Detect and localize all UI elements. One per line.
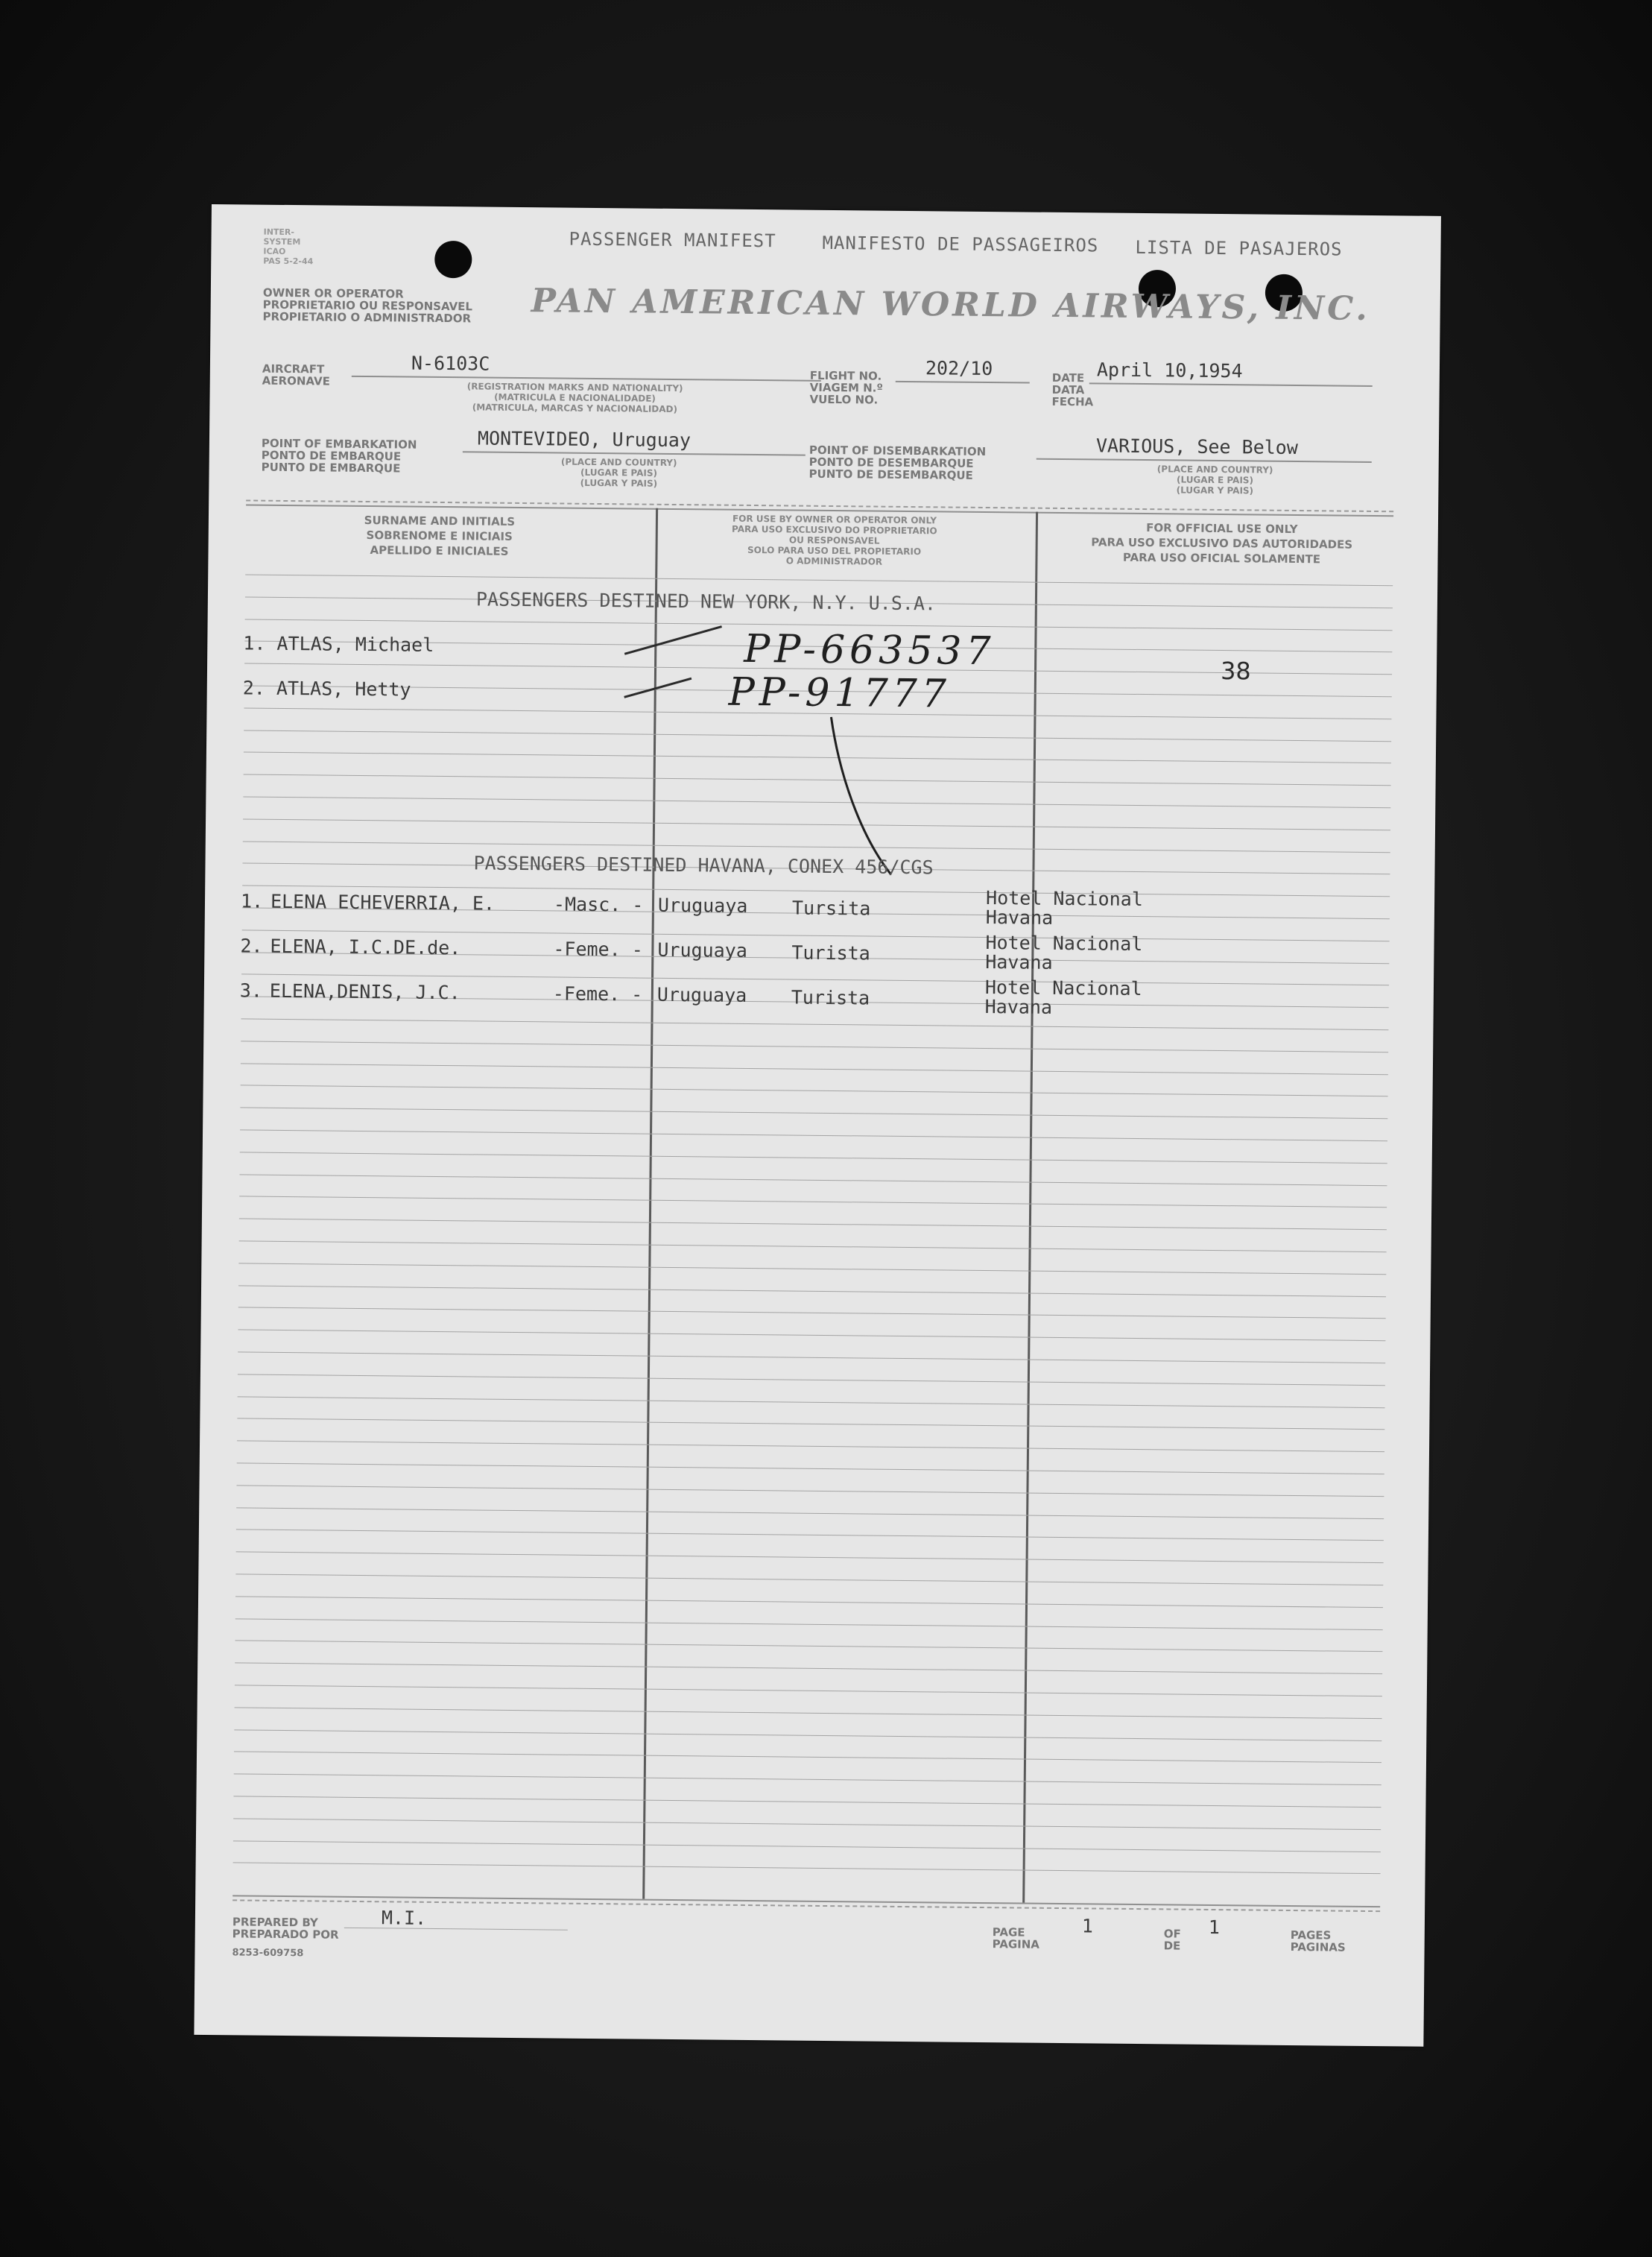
form-code-line: ICAO (263, 246, 286, 256)
page-label (993, 1926, 1040, 1951)
aircraft-label-line: AERONAVE (262, 373, 330, 388)
prepared-by-label (232, 1916, 339, 1940)
row-number: 1. (240, 890, 264, 912)
disembark-value: VARIOUS, See Below (1095, 435, 1299, 459)
title-spanish: LISTA DE PASAJEROS (1135, 236, 1343, 260)
place-note-line: (LUGAR E PAIS) (1176, 474, 1254, 486)
pages-label-line: PAGINAS (1290, 1940, 1346, 1954)
column-header-line: O ADMINISTRADOR (785, 555, 883, 567)
passenger-nationality: Uruguaya (657, 894, 748, 917)
passenger-sex: -Feme. - (553, 938, 643, 961)
handwritten-passport-2: PP-91777 (728, 669, 952, 717)
passenger-name: ATLAS, Hetty (276, 677, 411, 701)
disembark-label-line: POINT OF DISEMBARKATION (808, 443, 987, 458)
form-code-line: SYSTEM (263, 236, 301, 247)
passenger-address: Hotel Nacional (985, 887, 1143, 911)
passenger-name: ELENA, I.C.DE.de. (270, 935, 461, 959)
form-code-line: PAS 5-2-44 (263, 256, 314, 267)
passenger-sex: -Masc. - (553, 893, 644, 916)
column-header-line: SURNAME AND INITIALS (364, 513, 516, 528)
column-header-line: FOR USE BY OWNER OR OPERATOR ONLY (732, 513, 937, 526)
column-header-line: SOLO PARA USO DEL PROPIETARIO (747, 544, 922, 558)
column-header-line: SOBRENOME E INICIAIS (366, 528, 513, 543)
prepared-by-value: M.I. (381, 1907, 427, 1929)
passenger-purpose: Turista (791, 941, 870, 965)
place-note-line: (LUGAR E PAIS) (580, 467, 658, 479)
carrier-name: PAN AMERICAN WORLD AIRWAYS, INC. (531, 282, 1370, 328)
registration-note-line: (MATRICULA E NACIONALIDADE) (494, 391, 656, 404)
column-header-line: APELLIDO E INICIALES (370, 543, 509, 558)
prepared-label-line: PREPARED BY (232, 1915, 318, 1930)
passenger-city: Havana (985, 906, 1054, 929)
column-header-line: FOR OFFICIAL USE ONLY (1146, 521, 1298, 537)
date-value: April 10,1954 (1096, 359, 1243, 382)
disembark-label-line: PONTO DE DESEMBARQUE (808, 455, 974, 470)
embark-value: MONTEVIDEO, Uruguay (477, 427, 692, 452)
embark-label-line: POINT OF EMBARKATION (261, 436, 417, 452)
owner-label-line: PROPIETARIO O ADMINISTRADOR (262, 309, 472, 326)
row-number: 2. (240, 935, 263, 957)
passenger-nationality: Uruguaya (657, 938, 747, 962)
passenger-purpose: Turista (791, 986, 870, 1009)
of-label-line: OF (1163, 1927, 1181, 1941)
passenger-name: ELENA ECHEVERRIA, E. (270, 890, 496, 915)
passenger-purpose: Tursita (791, 897, 871, 920)
passenger-address: Hotel Nacional (984, 976, 1142, 1000)
passenger-name: ELENA,DENIS, J.C. (269, 979, 461, 1004)
passenger-city: Havana (984, 996, 1053, 1018)
owner-label-line: PROPRIETARIO OU RESPONSAVEL (262, 297, 473, 314)
handwritten-passport-1: PP-663537 (744, 626, 996, 675)
date-label-line: DATA (1051, 382, 1085, 397)
owner-label-line: OWNER OR OPERATOR (262, 285, 404, 301)
registration-note-line: (REGISTRATION MARKS AND NATIONALITY) (466, 381, 683, 394)
title-english: PASSENGER MANIFEST (569, 228, 776, 252)
place-note-line: (LUGAR Y PAIS) (580, 477, 658, 489)
date-label-line: DATE (1051, 370, 1085, 385)
place-note-line: (PLACE AND COUNTRY) (560, 456, 677, 469)
page-value: 1 (1081, 1915, 1094, 1937)
disembark-label-line: PUNTO DE DESEMBARQUE (808, 467, 973, 482)
page-label-line: PAGINA (992, 1937, 1040, 1951)
date-label-line: FECHA (1051, 394, 1094, 409)
passenger-address: Hotel Nacional (985, 932, 1143, 956)
column-header-line: PARA USO EXCLUSIVO DO PROPRIETARIO (732, 523, 937, 537)
flight-label-line: FLIGHT NO. (809, 368, 882, 383)
registration-note-line: (MATRICULA, MARCAS Y NACIONALIDAD) (472, 402, 678, 415)
prepared-label-line: PREPARADO POR (232, 1927, 339, 1942)
form-number: 8253-609758 (232, 1947, 304, 1960)
section-heading-havana: PASSENGERS DESTINED HAVANA, CONEX 456/CGS (473, 852, 934, 879)
section-heading-new-york: PASSENGERS DESTINED NEW YORK, N.Y. U.S.A. (475, 588, 937, 615)
manifest-sheet (194, 204, 1440, 2047)
pen-stroke (624, 625, 721, 654)
of-value: 1 (1208, 1916, 1221, 1939)
row-number: 3. (239, 979, 263, 1002)
row-number: 1. (243, 632, 266, 654)
official-annotation: 38 (1220, 657, 1251, 686)
passenger-name: ATLAS, Michael (276, 632, 434, 656)
embark-label-line: PUNTO DE EMBARQUE (261, 460, 401, 476)
pen-strokes (194, 204, 1440, 2047)
passenger-nationality: Uruguaya (656, 983, 747, 1006)
column-header-line: PARA USO OFICIAL SOLAMENTE (1122, 550, 1321, 566)
pen-stroke (624, 678, 692, 698)
page-label-line: PAGE (992, 1925, 1025, 1939)
place-note-line: (PLACE AND COUNTRY) (1156, 464, 1273, 476)
row-number: 2. (242, 677, 266, 699)
passenger-city: Havana (985, 951, 1053, 973)
of-label-line: DE (1163, 1939, 1181, 1953)
embark-label-line: PONTO DE EMBARQUE (261, 448, 402, 464)
pages-label (1291, 1929, 1346, 1954)
passenger-sex: -Feme. - (552, 982, 643, 1006)
flight-value: 202/10 (925, 357, 993, 380)
form-code-line: INTER- (263, 227, 295, 238)
aircraft-label-line: AIRCRAFT (262, 362, 325, 376)
of-label (1164, 1928, 1181, 1951)
aircraft-value: N-6103C (411, 352, 490, 375)
flight-label-line: VIAGEM N.º (809, 380, 883, 395)
title-portuguese: MANIFESTO DE PASSAGEIROS (822, 232, 1099, 256)
pages-label-line: PAGES (1290, 1928, 1332, 1942)
column-header-line: PARA USO EXCLUSIVO DAS AUTORIDADES (1091, 535, 1353, 552)
place-note-line: (LUGAR Y PAIS) (1176, 484, 1254, 496)
column-header-line: OU RESPONSAVEL (788, 534, 880, 546)
flight-label-line: VUELO NO. (809, 392, 879, 407)
pen-stroke (829, 717, 892, 874)
